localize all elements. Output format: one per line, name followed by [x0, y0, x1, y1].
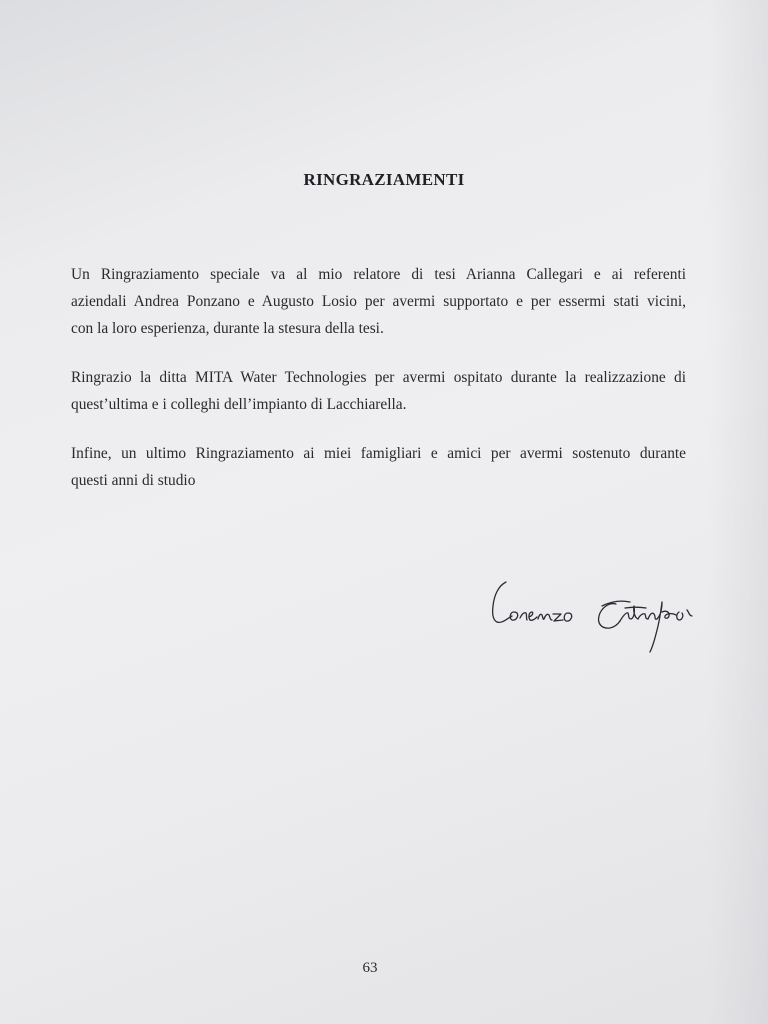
paragraph-line: Ringrazio la ditta MITA Water Technologies per avermi ospitato durante la realizzazione di	[71, 369, 686, 386]
handwritten-signature	[484, 572, 708, 656]
paragraph-line: con la loro esperienza, durante la stesura della tesi.	[71, 320, 384, 337]
paragraph-line: quest’ultima e i colleghi dell’impianto di Lacchiarella.	[71, 396, 407, 413]
page-title: RINGRAZIAMENTI	[303, 170, 465, 189]
page-number: 63	[362, 960, 378, 976]
paragraph-line: Infine, un ultimo Ringraziamento ai miei famigliari e amici per avermi sostenuto durante	[71, 445, 686, 462]
paragraph-3	[71, 440, 686, 494]
paragraph-line: Un Ringraziamento speciale va al mio relatore di tesi Arianna Callegari e ai referenti	[71, 266, 686, 283]
paragraph-2	[71, 364, 686, 418]
paragraph-line: questi anni di studio	[71, 472, 196, 489]
paragraph-1	[71, 261, 686, 342]
paragraph-line: aziendali Andrea Ponzano e Augusto Losio per avermi supportato e per essermi stati vicini,	[71, 293, 686, 310]
page-shadow	[708, 0, 768, 1024]
